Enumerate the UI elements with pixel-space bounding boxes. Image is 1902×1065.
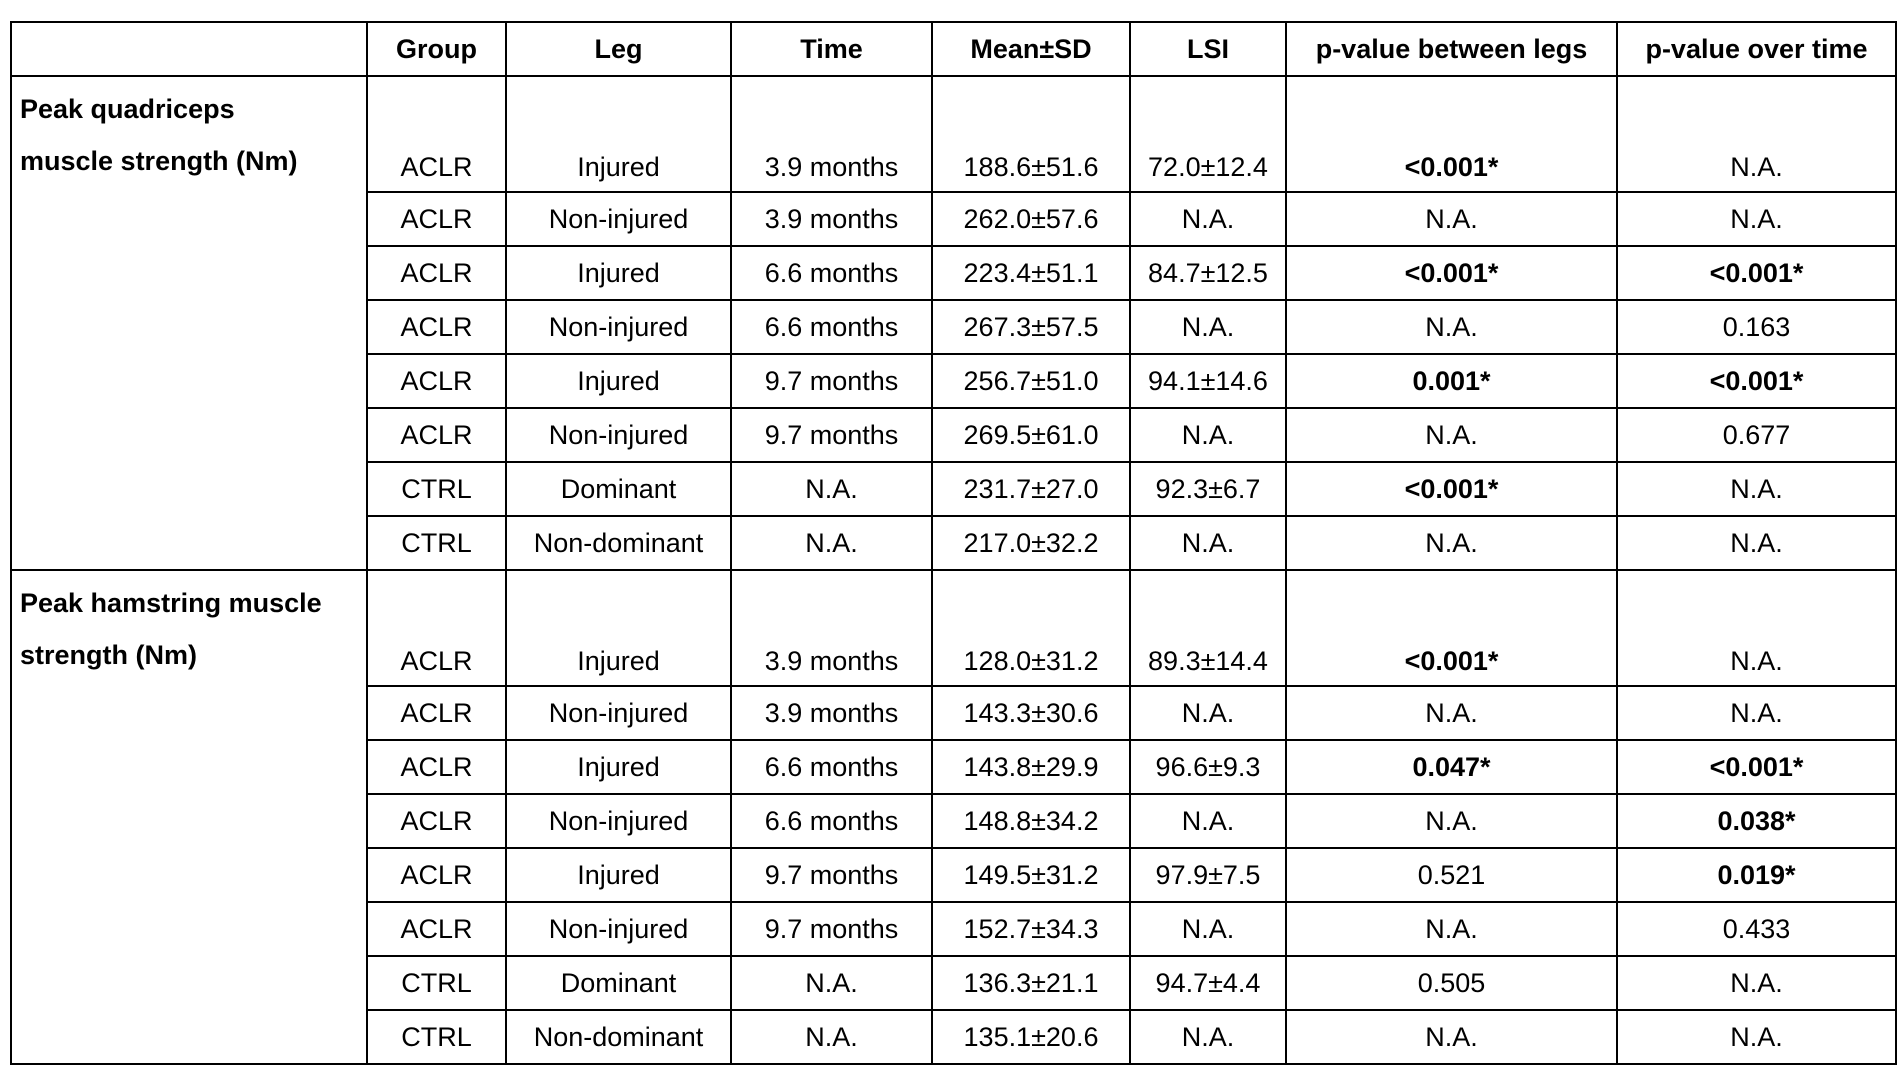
- leg-cell: Non-dominant: [506, 1010, 731, 1064]
- results-table: [10, 21, 1897, 1065]
- header-p-value-over-time: p-value over time: [1617, 22, 1896, 76]
- time-cell: 9.7 months: [731, 848, 932, 902]
- mean-sd-cell: 262.0±57.6: [932, 192, 1130, 246]
- leg-cell: Non-injured: [506, 902, 731, 956]
- p-value-between-legs-cell: <0.001*: [1286, 570, 1617, 686]
- group-cell: ACLR: [367, 408, 506, 462]
- time-cell: 6.6 months: [731, 300, 932, 354]
- table-row: [11, 570, 1896, 686]
- group-cell: ACLR: [367, 76, 506, 192]
- mean-sd-cell: 135.1±20.6: [932, 1010, 1130, 1064]
- header-time: Time: [731, 22, 932, 76]
- p-value-over-time-cell: 0.163: [1617, 300, 1896, 354]
- measure-label-line-2: muscle strength (Nm): [20, 146, 298, 176]
- leg-cell: Non-dominant: [506, 516, 731, 570]
- lsi-cell: N.A.: [1130, 408, 1286, 462]
- time-cell: 6.6 months: [731, 794, 932, 848]
- leg-cell: Non-injured: [506, 408, 731, 462]
- p-value-between-legs-cell: <0.001*: [1286, 76, 1617, 192]
- time-cell: 3.9 months: [731, 76, 932, 192]
- lsi-cell: 94.1±14.6: [1130, 354, 1286, 408]
- group-cell: ACLR: [367, 902, 506, 956]
- mean-sd-cell: 217.0±32.2: [932, 516, 1130, 570]
- mean-sd-cell: 269.5±61.0: [932, 408, 1130, 462]
- header-lsi: LSI: [1130, 22, 1286, 76]
- mean-sd-cell: 143.8±29.9: [932, 740, 1130, 794]
- leg-cell: Non-injured: [506, 686, 731, 740]
- leg-cell: Dominant: [506, 462, 731, 516]
- mean-sd-cell: 148.8±34.2: [932, 794, 1130, 848]
- p-value-between-legs-cell: 0.001*: [1286, 354, 1617, 408]
- time-cell: 9.7 months: [731, 354, 932, 408]
- group-cell: ACLR: [367, 848, 506, 902]
- lsi-cell: N.A.: [1130, 300, 1286, 354]
- group-cell: ACLR: [367, 794, 506, 848]
- mean-sd-cell: 223.4±51.1: [932, 246, 1130, 300]
- lsi-cell: 72.0±12.4: [1130, 76, 1286, 192]
- p-value-over-time-cell: 0.019*: [1617, 848, 1896, 902]
- leg-cell: Injured: [506, 570, 731, 686]
- p-value-between-legs-cell: N.A.: [1286, 1010, 1617, 1064]
- group-cell: CTRL: [367, 516, 506, 570]
- mean-sd-cell: 136.3±21.1: [932, 956, 1130, 1010]
- p-value-between-legs-cell: <0.001*: [1286, 462, 1617, 516]
- group-cell: ACLR: [367, 740, 506, 794]
- p-value-between-legs-cell: N.A.: [1286, 794, 1617, 848]
- header-mean-sd: Mean±SD: [932, 22, 1130, 76]
- group-cell: ACLR: [367, 354, 506, 408]
- leg-cell: Injured: [506, 848, 731, 902]
- leg-cell: Injured: [506, 740, 731, 794]
- lsi-cell: N.A.: [1130, 516, 1286, 570]
- p-value-over-time-cell: N.A.: [1617, 1010, 1896, 1064]
- lsi-cell: 96.6±9.3: [1130, 740, 1286, 794]
- time-cell: N.A.: [731, 462, 932, 516]
- lsi-cell: N.A.: [1130, 902, 1286, 956]
- mean-sd-cell: 128.0±31.2: [932, 570, 1130, 686]
- header-p-value-between-legs: p-value between legs: [1286, 22, 1617, 76]
- lsi-cell: N.A.: [1130, 794, 1286, 848]
- mean-sd-cell: 188.6±51.6: [932, 76, 1130, 192]
- p-value-between-legs-cell: 0.521: [1286, 848, 1617, 902]
- measure-label-line-1: Peak hamstring muscle: [20, 588, 322, 618]
- leg-cell: Dominant: [506, 956, 731, 1010]
- group-cell: CTRL: [367, 956, 506, 1010]
- p-value-between-legs-cell: 0.047*: [1286, 740, 1617, 794]
- measure-label-line-2: strength (Nm): [20, 640, 197, 670]
- table-row: [11, 76, 1896, 192]
- group-cell: ACLR: [367, 686, 506, 740]
- p-value-over-time-cell: N.A.: [1617, 192, 1896, 246]
- leg-cell: Injured: [506, 246, 731, 300]
- time-cell: N.A.: [731, 1010, 932, 1064]
- p-value-over-time-cell: <0.001*: [1617, 354, 1896, 408]
- p-value-over-time-cell: <0.001*: [1617, 740, 1896, 794]
- p-value-between-legs-cell: N.A.: [1286, 300, 1617, 354]
- mean-sd-cell: 149.5±31.2: [932, 848, 1130, 902]
- p-value-over-time-cell: N.A.: [1617, 516, 1896, 570]
- measure-label-cell: [11, 76, 367, 570]
- lsi-cell: 84.7±12.5: [1130, 246, 1286, 300]
- time-cell: 6.6 months: [731, 740, 932, 794]
- p-value-over-time-cell: 0.677: [1617, 408, 1896, 462]
- lsi-cell: N.A.: [1130, 1010, 1286, 1064]
- mean-sd-cell: 152.7±34.3: [932, 902, 1130, 956]
- p-value-between-legs-cell: N.A.: [1286, 686, 1617, 740]
- lsi-cell: 94.7±4.4: [1130, 956, 1286, 1010]
- leg-cell: Non-injured: [506, 300, 731, 354]
- time-cell: 3.9 months: [731, 570, 932, 686]
- group-cell: CTRL: [367, 1010, 506, 1064]
- p-value-between-legs-cell: N.A.: [1286, 902, 1617, 956]
- mean-sd-cell: 256.7±51.0: [932, 354, 1130, 408]
- header-leg: Leg: [506, 22, 731, 76]
- group-cell: ACLR: [367, 300, 506, 354]
- p-value-over-time-cell: N.A.: [1617, 462, 1896, 516]
- mean-sd-cell: 143.3±30.6: [932, 686, 1130, 740]
- mean-sd-cell: 267.3±57.5: [932, 300, 1130, 354]
- measure-label-line-1: Peak quadriceps: [20, 94, 235, 124]
- time-cell: 9.7 months: [731, 408, 932, 462]
- time-cell: N.A.: [731, 956, 932, 1010]
- leg-cell: Injured: [506, 354, 731, 408]
- measure-label-cell: [11, 570, 367, 1064]
- time-cell: N.A.: [731, 516, 932, 570]
- p-value-over-time-cell: N.A.: [1617, 570, 1896, 686]
- p-value-between-legs-cell: N.A.: [1286, 192, 1617, 246]
- leg-cell: Non-injured: [506, 192, 731, 246]
- p-value-between-legs-cell: N.A.: [1286, 516, 1617, 570]
- p-value-between-legs-cell: N.A.: [1286, 408, 1617, 462]
- lsi-cell: 97.9±7.5: [1130, 848, 1286, 902]
- group-cell: ACLR: [367, 246, 506, 300]
- lsi-cell: N.A.: [1130, 192, 1286, 246]
- time-cell: 3.9 months: [731, 192, 932, 246]
- p-value-over-time-cell: N.A.: [1617, 686, 1896, 740]
- p-value-between-legs-cell: 0.505: [1286, 956, 1617, 1010]
- p-value-between-legs-cell: <0.001*: [1286, 246, 1617, 300]
- p-value-over-time-cell: N.A.: [1617, 76, 1896, 192]
- group-cell: ACLR: [367, 570, 506, 686]
- header-group: Group: [367, 22, 506, 76]
- time-cell: 9.7 months: [731, 902, 932, 956]
- header-measure: [11, 22, 367, 76]
- group-cell: CTRL: [367, 462, 506, 516]
- p-value-over-time-cell: 0.038*: [1617, 794, 1896, 848]
- p-value-over-time-cell: 0.433: [1617, 902, 1896, 956]
- lsi-cell: 92.3±6.7: [1130, 462, 1286, 516]
- time-cell: 6.6 months: [731, 246, 932, 300]
- p-value-over-time-cell: <0.001*: [1617, 246, 1896, 300]
- mean-sd-cell: 231.7±27.0: [932, 462, 1130, 516]
- table-header-row: [11, 22, 1896, 76]
- group-cell: ACLR: [367, 192, 506, 246]
- leg-cell: Non-injured: [506, 794, 731, 848]
- time-cell: 3.9 months: [731, 686, 932, 740]
- lsi-cell: 89.3±14.4: [1130, 570, 1286, 686]
- table-body: [11, 76, 1896, 1064]
- lsi-cell: N.A.: [1130, 686, 1286, 740]
- p-value-over-time-cell: N.A.: [1617, 956, 1896, 1010]
- leg-cell: Injured: [506, 76, 731, 192]
